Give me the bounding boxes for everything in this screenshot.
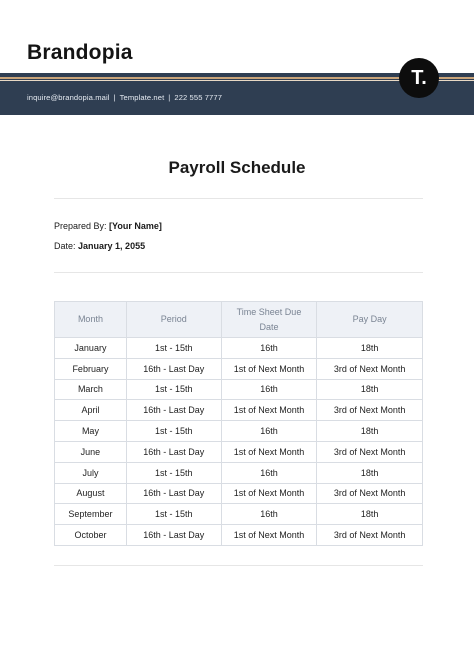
brand-logo — [399, 58, 439, 98]
cell-pay-day: 3rd of Next Month — [317, 441, 423, 462]
table-row — [55, 525, 423, 546]
contact-email: inquire@brandopia.mail — [27, 93, 110, 102]
cell-pay-day: 3rd of Next Month — [317, 358, 423, 379]
cell-pay-day: 3rd of Next Month — [317, 400, 423, 421]
cell-timesheet-due: 1st of Next Month — [221, 525, 317, 546]
logo-letter: T. — [411, 67, 427, 89]
table-row — [55, 338, 423, 359]
cell-pay-day: 18th — [317, 504, 423, 525]
cell-month: September — [55, 504, 127, 525]
cell-month: May — [55, 421, 127, 442]
cell-period: 16th - Last Day — [126, 525, 221, 546]
cell-month: February — [55, 358, 127, 379]
table-row — [55, 379, 423, 400]
cell-period: 1st - 15th — [126, 421, 221, 442]
divider — [54, 565, 423, 566]
table-row — [55, 421, 423, 442]
column-header-pay-day: Pay Day — [317, 302, 423, 338]
cell-month: July — [55, 462, 127, 483]
divider — [54, 198, 423, 199]
document-date — [54, 241, 145, 251]
cell-timesheet-due: 1st of Next Month — [221, 441, 317, 462]
cell-month: March — [55, 379, 127, 400]
cell-pay-day: 18th — [317, 379, 423, 400]
cell-pay-day: 18th — [317, 462, 423, 483]
contact-line — [27, 93, 222, 102]
cell-timesheet-due: 16th — [221, 462, 317, 483]
table-row — [55, 358, 423, 379]
table-row — [55, 400, 423, 421]
prepared-by-value: [Your Name] — [109, 221, 162, 231]
date-value: January 1, 2055 — [78, 241, 146, 251]
contact-phone: 222 555 7777 — [174, 93, 223, 102]
contact-separator: | — [113, 93, 116, 102]
table-row — [55, 462, 423, 483]
payroll-table — [54, 301, 423, 546]
cell-pay-day: 18th — [317, 338, 423, 359]
cell-timesheet-due: 16th — [221, 504, 317, 525]
cell-period: 16th - Last Day — [126, 400, 221, 421]
cell-month: April — [55, 400, 127, 421]
prepared-by — [54, 221, 162, 231]
table-header-row — [55, 302, 423, 338]
cell-period: 16th - Last Day — [126, 441, 221, 462]
table-row — [55, 504, 423, 525]
column-header-period: Period — [126, 302, 221, 338]
cell-period: 1st - 15th — [126, 338, 221, 359]
cell-timesheet-due: 16th — [221, 421, 317, 442]
brand-name: Brandopia — [27, 41, 133, 64]
cell-timesheet-due: 16th — [221, 338, 317, 359]
contact-separator: | — [168, 93, 171, 102]
column-header-month: Month — [55, 302, 127, 338]
cell-period: 1st - 15th — [126, 504, 221, 525]
prepared-by-label: Prepared By: — [54, 221, 107, 231]
cell-period: 16th - Last Day — [126, 483, 221, 504]
contact-website: Template.net — [119, 93, 165, 102]
date-label: Date: — [54, 241, 76, 251]
cell-period: 1st - 15th — [126, 379, 221, 400]
cell-timesheet-due: 16th — [221, 379, 317, 400]
cell-month: October — [55, 525, 127, 546]
cell-period: 1st - 15th — [126, 462, 221, 483]
cell-month: June — [55, 441, 127, 462]
cell-month: January — [55, 338, 127, 359]
cell-pay-day: 18th — [317, 421, 423, 442]
cell-timesheet-due: 1st of Next Month — [221, 483, 317, 504]
table-row — [55, 483, 423, 504]
divider — [54, 272, 423, 273]
cell-timesheet-due: 1st of Next Month — [221, 400, 317, 421]
cell-pay-day: 3rd of Next Month — [317, 525, 423, 546]
document-title: Payroll Schedule — [168, 158, 306, 177]
table-row — [55, 441, 423, 462]
cell-month: August — [55, 483, 127, 504]
cell-period: 16th - Last Day — [126, 358, 221, 379]
cell-timesheet-due: 1st of Next Month — [221, 358, 317, 379]
cell-pay-day: 3rd of Next Month — [317, 483, 423, 504]
column-header-timesheet-due: Time Sheet Due Date — [221, 302, 317, 338]
